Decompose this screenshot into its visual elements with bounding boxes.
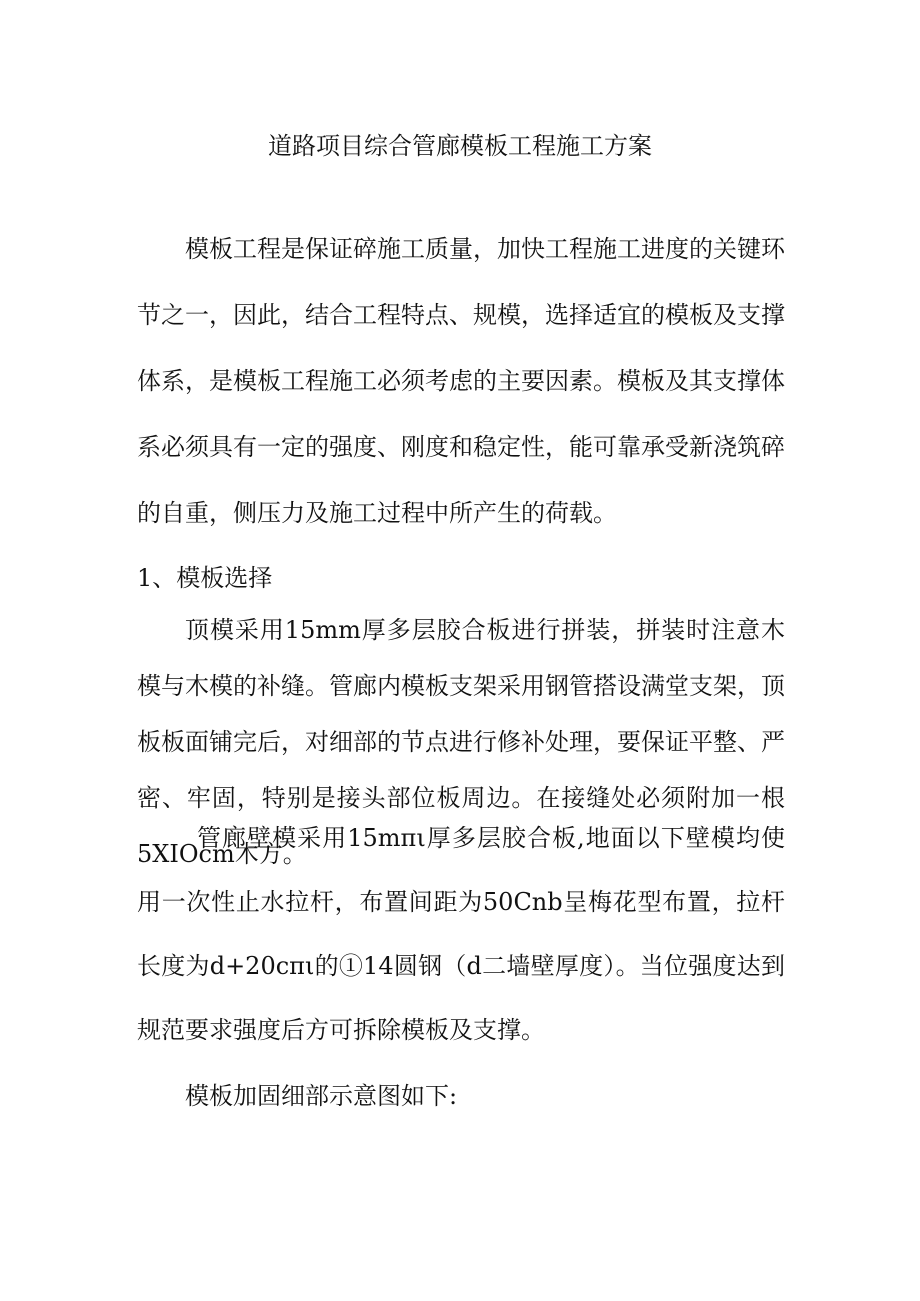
wall-formwork-paragraph: 管廊壁模采用15mπι厚多层胶合板,地面以下壁模均使用一次性止水拉杆，布置间距为50Cnb呈梅花型布置，拉杆长度为d+20cπι的①14圆钢（d二墙壁厚度）。当位强度达到规范要求强度后方可拆除模板及支撑。 [137,824,785,1044]
figure-intro-paragraph: 模板加固细部示意图如下: [185,1082,458,1110]
intro-paragraph: 模板工程是保证碎施工质量，加快工程施工进度的关键环节之一，因此，结合工程特点、规模，选择适宜的模板及支撑体系，是模板工程施工必须考虑的主要因素。模板及其支撑体系必须具有一定的强度、刚度和稳定性，能可靠承受新浇筑碎的自重，侧压力及施工过程中所产生的荷载。 [137,235,785,527]
top-formwork-paragraph: 顶模采用15mm厚多层胶合板进行拼装，拼装时注意木模与木模的补缝。管廊内模板支架采用钢管搭设满堂支架，顶板板面铺完后，对细部的节点进行修补处理，要保证平整、严密、牢固，特别是接头部位板周边。在接缝处必须附加一根5XIOcm木方。 [137,616,785,868]
document-title: 道路项目综合管廊模板工程施工方案 [268,132,652,160]
section-heading-template-selection: 1、模板选择 [137,564,273,592]
